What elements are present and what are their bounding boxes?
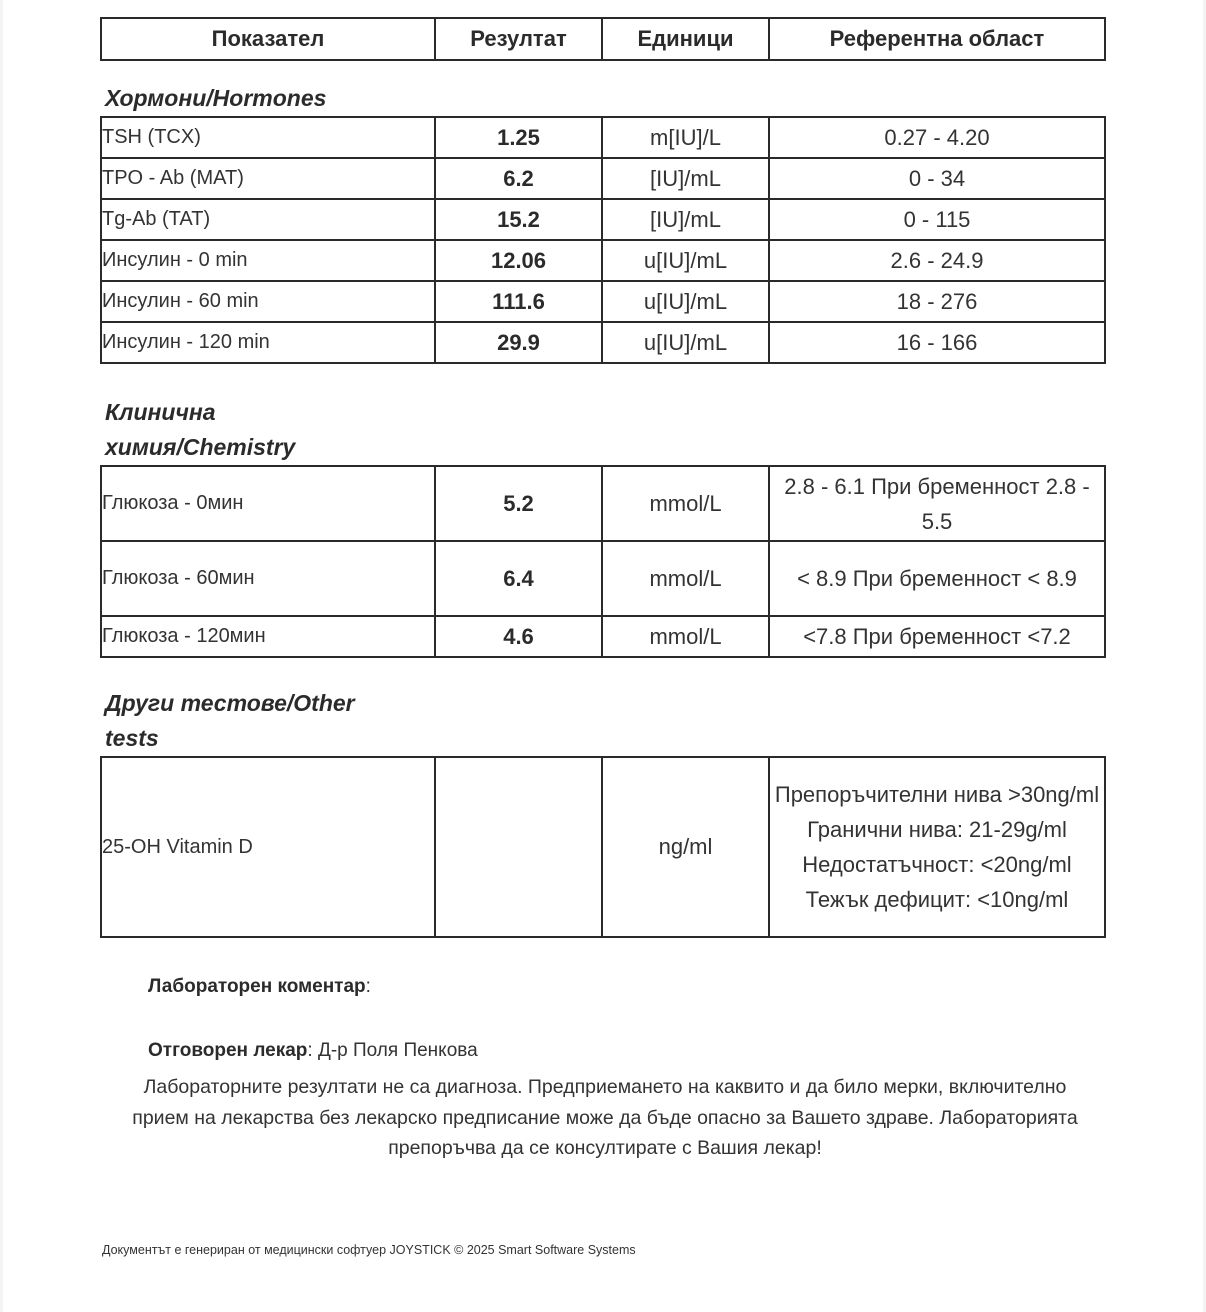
table-row bbox=[101, 117, 1105, 158]
test-unit: u[IU]/mL bbox=[602, 281, 769, 322]
responsible-doctor bbox=[148, 1040, 1108, 1062]
test-reference-range: 2.8 - 6.1 При бременност 2.8 - 5.5 bbox=[769, 466, 1105, 541]
other-tests-table bbox=[100, 756, 1106, 938]
table-row bbox=[101, 757, 1105, 937]
column-header-reference-range: Референтна област bbox=[769, 18, 1105, 60]
test-result: 6.2 bbox=[435, 158, 602, 199]
section-other-tests bbox=[100, 686, 1104, 938]
table-row bbox=[101, 240, 1105, 281]
test-reference-range: < 8.9 При бременност < 8.9 bbox=[769, 541, 1105, 616]
section-title-chemistry: Клинична химия/Chemistry bbox=[105, 399, 296, 460]
test-unit: u[IU]/mL bbox=[602, 240, 769, 281]
column-header-parameter: Показател bbox=[101, 18, 435, 60]
lab-comment-separator: : bbox=[365, 976, 371, 997]
disclaimer-text: Лабораторните резултати не са диагноза. Предприемането на каквито и да било мерки, включително прием на лекарства без лекарско предписание може да бъде опасно за Вашето здраве. Лабораторията препоръчва да се консултирате с Вашия лекар! bbox=[132, 1076, 1078, 1159]
table-row bbox=[101, 322, 1105, 363]
test-unit: [IU]/mL bbox=[602, 158, 769, 199]
section-title-other-tests: Други тестове/Other tests bbox=[105, 690, 355, 751]
test-result: 6.4 bbox=[435, 541, 602, 616]
test-result: 111.6 bbox=[435, 281, 602, 322]
test-name: TSH (TCX) bbox=[101, 117, 435, 158]
test-name: Tg-Ab (TAT) bbox=[101, 199, 435, 240]
test-unit: u[IU]/mL bbox=[602, 322, 769, 363]
section-chemistry bbox=[100, 395, 1104, 658]
test-result: 5.2 bbox=[435, 466, 602, 541]
chemistry-table bbox=[100, 465, 1106, 658]
test-unit: mmol/L bbox=[602, 541, 769, 616]
test-name: TPO - Ab (MAT) bbox=[101, 158, 435, 199]
test-reference-range: <7.8 При бременност <7.2 bbox=[769, 616, 1105, 657]
column-header-result: Резултат bbox=[435, 18, 602, 60]
test-name: 25-OH Vitamin D bbox=[101, 757, 435, 937]
table-row bbox=[101, 541, 1105, 616]
test-reference-range: 0 - 34 bbox=[769, 158, 1105, 199]
lab-comment bbox=[148, 976, 1108, 998]
test-result: 4.6 bbox=[435, 616, 602, 657]
hormones-table bbox=[100, 116, 1106, 364]
table-row bbox=[101, 158, 1105, 199]
test-reference-range: 2.6 - 24.9 bbox=[769, 240, 1105, 281]
results-header bbox=[100, 17, 1104, 61]
header-row bbox=[101, 18, 1105, 60]
responsible-doctor-name: Д-р Поля Пенкова bbox=[317, 1040, 478, 1061]
test-unit: m[IU]/L bbox=[602, 117, 769, 158]
footer-generated-by: Документът е генериран от медицински софтуер JOYSTICK © 2025 Smart Software Systems bbox=[102, 1243, 636, 1257]
test-unit: ng/ml bbox=[602, 757, 769, 937]
table-row bbox=[101, 199, 1105, 240]
test-result: 15.2 bbox=[435, 199, 602, 240]
test-unit: mmol/L bbox=[602, 616, 769, 657]
test-result: 29.9 bbox=[435, 322, 602, 363]
test-result: 12.06 bbox=[435, 240, 602, 281]
test-reference-range: 18 - 276 bbox=[769, 281, 1105, 322]
test-name: Инсулин - 60 min bbox=[101, 281, 435, 322]
lab-comment-label: Лабораторен коментар bbox=[148, 976, 366, 997]
table-row bbox=[101, 616, 1105, 657]
responsible-doctor-label: Отговорен лекар bbox=[148, 1040, 308, 1061]
test-reference-range: 16 - 166 bbox=[769, 322, 1105, 363]
column-header-units: Единици bbox=[602, 18, 769, 60]
test-name: Глюкоза - 60мин bbox=[101, 541, 435, 616]
section-title-hormones: Хормони/Hormones bbox=[105, 85, 327, 111]
test-name: Глюкоза - 0мин bbox=[101, 466, 435, 541]
table-row bbox=[101, 466, 1105, 541]
table-row bbox=[101, 281, 1105, 322]
test-result: 1.25 bbox=[435, 117, 602, 158]
responsible-doctor-separator: : bbox=[307, 1040, 318, 1061]
test-name: Глюкоза - 120мин bbox=[101, 616, 435, 657]
test-reference-range: 0 - 115 bbox=[769, 199, 1105, 240]
test-unit: mmol/L bbox=[602, 466, 769, 541]
test-name: Инсулин - 0 min bbox=[101, 240, 435, 281]
test-result bbox=[435, 757, 602, 937]
section-hormones bbox=[100, 81, 1104, 364]
test-name: Инсулин - 120 min bbox=[101, 322, 435, 363]
test-reference-range: Препоръчителни нива >30ng/ml Гранични нива: 21-29g/ml Недостатъчност: <20ng/ml Тежък дефицит: <10ng/ml bbox=[769, 757, 1105, 937]
test-unit: [IU]/mL bbox=[602, 199, 769, 240]
header-table bbox=[100, 17, 1106, 61]
test-reference-range: 0.27 - 4.20 bbox=[769, 117, 1105, 158]
